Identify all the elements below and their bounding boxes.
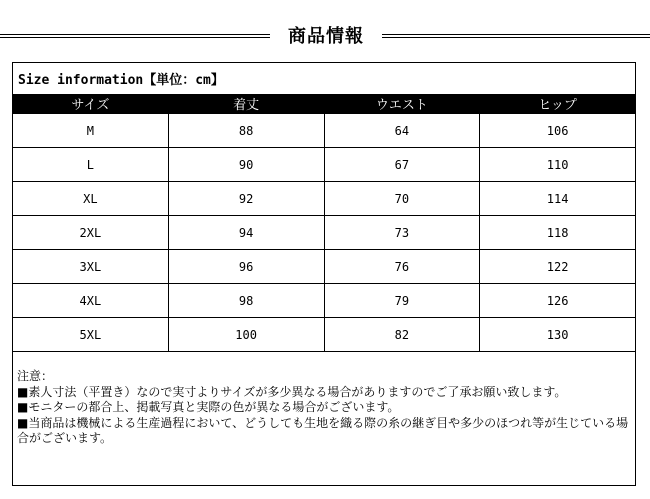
cell-size: L [13,148,169,182]
table-row [13,318,636,352]
cell-length: 92 [168,182,324,216]
notes-section [17,369,631,447]
cell-hip: 122 [480,250,636,284]
column-header-hip: ヒップ [480,94,636,114]
table-row [13,284,636,318]
note-line: ■モニターの都合上、掲載写真と実際の色が異なる場合がございます。 [17,400,400,414]
cell-size: 3XL [13,250,169,284]
cell-length: 90 [168,148,324,182]
cell-size: 4XL [13,284,169,318]
cell-hip: 110 [480,148,636,182]
table-row [13,114,636,148]
cell-hip: 106 [480,114,636,148]
cell-length: 88 [168,114,324,148]
cell-hip: 118 [480,216,636,250]
cell-waist: 76 [324,250,480,284]
cell-length: 96 [168,250,324,284]
table-row [13,148,636,182]
header-rule-right [382,34,650,38]
size-info-panel [12,62,636,486]
cell-size: XL [13,182,169,216]
cell-waist: 82 [324,318,480,352]
table-row [13,250,636,284]
cell-waist: 64 [324,114,480,148]
column-header-length: 着丈 [168,94,324,114]
cell-length: 100 [168,318,324,352]
cell-waist: 73 [324,216,480,250]
cell-length: 98 [168,284,324,318]
cell-waist: 67 [324,148,480,182]
cell-size: M [13,114,169,148]
size-table-header [13,94,636,114]
table-row [13,216,636,250]
size-table [12,94,636,352]
size-table-body [13,114,636,352]
table-row [13,182,636,216]
header-rule-left [0,34,270,38]
cell-waist: 79 [324,284,480,318]
note-line: ■当商品は機械による生産過程において、どうしても生地を織る際の糸の継ぎ目や多少のほつれ等が生じている場合がございます。 [17,415,629,445]
cell-hip: 114 [480,182,636,216]
section-header [0,22,650,52]
notes-heading: 注意： [17,369,54,383]
cell-length: 94 [168,216,324,250]
cell-hip: 126 [480,284,636,318]
column-header-size: サイズ [13,94,169,114]
cell-size: 5XL [13,318,169,352]
note-line: ■素人寸法（平置き）なので実寸よりサイズが多少異なる場合がありますのでご了承お願い致します。 [17,384,567,399]
cell-size: 2XL [13,216,169,250]
size-info-title: Size information【単位：cm】 [18,73,224,88]
cell-waist: 70 [324,182,480,216]
column-header-waist: ウエスト [324,94,480,114]
page-title: 商品情報 [288,26,364,47]
cell-hip: 130 [480,318,636,352]
